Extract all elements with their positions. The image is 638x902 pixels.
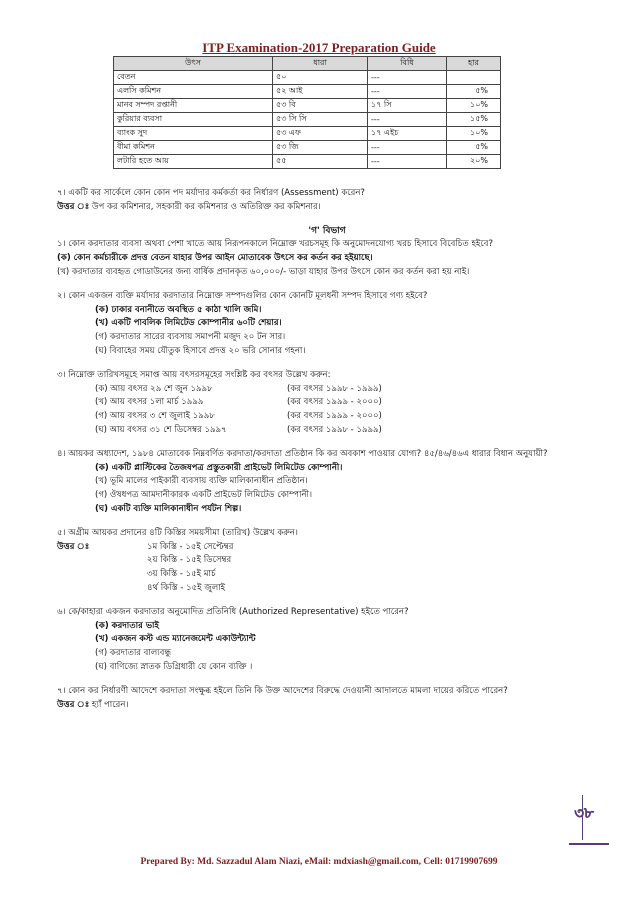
installment-1: ১ম কিস্তি - ১৫ই সেপ্টেম্বর — [147, 541, 234, 552]
question-6-option-a: (ক) করদাতার ভাই — [95, 620, 159, 631]
tax-year: (কর বৎসর ১৯৯৯ - ২০০০) — [287, 397, 382, 408]
question-4: ৪। আয়কর অধ্যাদেশ, ১৯৮৪ মোতাবেক নিম্নবর্ণিত করদাতা/করদাতা প্রতিষ্ঠান কি কর অবকাশ পাওয়ার যোগ্য? ৪৫/৪৬/৪৬এ ধারার বিধান অনুযায়ী? — [57, 448, 548, 459]
section-title: 'গ' বিভাগ — [308, 225, 346, 236]
table-header-cell: ধারা — [273, 57, 368, 71]
questions-content — [57, 187, 597, 712]
table-cell: ৫০ — [273, 71, 368, 85]
installment-2: ২য় কিস্তি - ১৫ই ডিসেম্বর — [147, 555, 232, 566]
table-cell: --- — [368, 85, 447, 99]
question-5: ৫। অগ্রীম আয়কর প্রদানের ৪টি কিস্তির সময়সীমা (তারিখ) উল্লেখ করুন। — [57, 527, 298, 538]
question-6-option-d: (ঘ) বাণিজ্যে স্নাতক ডিগ্রিধারী যে কোন ব্যক্তি । — [95, 661, 253, 672]
table-cell — [447, 71, 501, 85]
table-cell: ১৭ এইচ — [368, 127, 447, 141]
tax-rate-table — [113, 56, 501, 169]
question-1-option-b: (খ) করদাতার ব্যবহৃত গোডাউনের জন্য বার্ষিক প্রদানকৃত ৬০,০০০/- ভাড়া যাহার উপর উৎসে কোন কর কর্তন করা হয় নাই। — [57, 266, 470, 277]
tax-year: (কর বৎসর ১৯৯৮ - ১৯৯৯) — [287, 424, 382, 435]
table-header-cell: উৎস — [114, 57, 273, 71]
table-cell: ৫৫ — [273, 155, 368, 169]
table-cell: মানব সম্পদ রপ্তানী — [114, 99, 273, 113]
table-row — [114, 155, 501, 169]
table-cell: ৫৩ জি — [273, 141, 368, 155]
table-row — [114, 127, 501, 141]
answer-label: উত্তর ঃ — [57, 201, 90, 212]
table-cell: ২০% — [447, 155, 501, 169]
answer-7-appeal — [57, 699, 597, 713]
question-1-option-a: (ক) কোন কর্মচারীকে প্রদত্ত বেতন যাহার উপর আইন মোতাবেক উৎসে কর কর্তন কর হইয়াছে। — [57, 253, 373, 264]
table-cell: ৫৩ সি সি — [273, 113, 368, 127]
table-cell: --- — [368, 155, 447, 169]
table-row — [114, 85, 501, 99]
income-year: (গ) আয় বৎসর ৩ শে জুলাই ১৯৯৮ — [95, 411, 215, 422]
page-footer: Prepared By: Md. Sazzadul Alam Niazi, eMail: mdxiash@gmail.com, Cell: 01719907699 — [140, 857, 498, 867]
table-header-row — [114, 57, 501, 71]
table-cell: --- — [368, 71, 447, 85]
question-1: ১। কোন করদাতার ব্যবসা অথবা পেশা খাতে আয় নিরূপনকালে নিম্নোক্ত খরচসমূহ কি অনুমোদনযোগ্য খরচ হিসাবে বিবেচিত হইবে? — [57, 239, 494, 250]
income-year: (ক) আয় বৎসর ২৯ শে জুন ১৯৯৮ — [95, 383, 213, 394]
answer-label: উত্তর ঃ — [57, 699, 90, 710]
question-6-option-b: (খ) একজন কস্ট এন্ড ম্যানেজমেন্ট একাউন্ট্যান্ট — [95, 634, 256, 645]
table-cell: ৫২ আই — [273, 85, 368, 99]
page-number: ৩৮ — [574, 804, 594, 822]
question-6: ৬। কে/কাহারা একজন করদাতার অনুমোদিত প্রতিনিধি (Authorized Representative) হইতে পারেন? — [57, 606, 409, 617]
table-cell: --- — [368, 141, 447, 155]
table-row — [114, 99, 501, 113]
question-3: ৩। নিম্নোক্ত তারিখসমূহে সমাপ্ত আয় বৎসরসমূহের সংশ্লিষ্ট কর বৎসর উল্লেখ করুন: — [57, 369, 331, 380]
question-3-row — [57, 410, 597, 424]
question-6-option-c: (গ) করদাতার বাল্যবন্ধু — [95, 648, 172, 659]
table-cell: ১৫% — [447, 113, 501, 127]
income-year: (খ) আয় বৎসর ১লা মার্চ ১৯৯৯ — [95, 397, 204, 408]
question-3-row — [57, 424, 597, 438]
question-7-assessment: ৭। একটি কর সার্কেলে কোন কোন পদ মর্যাদার কর্মকর্তা কর নির্ধারণ (Assessment) করেন? — [57, 188, 365, 198]
tax-year: (কর বৎসর ১৯৯৮ - ১৯৯৯) — [287, 383, 382, 394]
table-row — [114, 141, 501, 155]
table-cell: ব্যাংক সুদ — [114, 127, 273, 141]
table-row — [114, 113, 501, 127]
table-cell: ১৭ সি — [368, 99, 447, 113]
table-header-cell: হার — [447, 57, 501, 71]
question-3-row — [57, 383, 597, 397]
income-year: (ঘ) আয় বৎসর ৩১ শে ডিসেম্বর ১৯৯৭ — [95, 424, 227, 435]
question-5-answer — [57, 541, 597, 555]
table-cell: লটারি হতে আয় — [114, 155, 273, 169]
question-7-appeal: ৭। কোন কর নির্ধারণী আদেশে করদাতা সংক্ষুব্ধ হইলে তিনি কি উক্ত আদেশের বিরুদ্ধে দেওয়ানী আদালতে মামলা দায়ের করিতে পারেন? — [57, 685, 508, 696]
answer-text: উপ কর কমিশনার, সহকারী কর কমিশনার ও অতিরিক্ত কর কমিশনার। — [89, 201, 321, 212]
table-cell: বেতন — [114, 71, 273, 85]
question-2-option-b: (খ) একটি পাবলিক লিমিটেড কোম্পানীর ৬০টি শেয়ার। — [95, 318, 282, 329]
installment-3: ৩য় কিস্তি - ১৫ই মার্চ — [147, 569, 216, 580]
question-4-option-c: (গ) ঔষধপত্র আমদানীকারক একটি প্রাইভেট লিমিটেড কোম্পানী। — [95, 490, 312, 501]
page-number-underline — [569, 843, 609, 845]
installment-4: ৪র্থ কিস্তি - ১৫ই জুলাই — [147, 582, 226, 593]
question-2-option-d: (ঘ) বিবাহের সময় যৌতুক হিসাবে প্রদত্ত ২০ ভরি সোনার গহনা। — [95, 345, 306, 356]
table-cell: কুরিয়ার ব্যবসা — [114, 113, 273, 127]
question-4-option-a: (ক) একটি প্লাস্টিকের তৈজষপত্র প্রস্তুতকারী প্রাইভেট লিমিটেড কোম্পানী। — [95, 462, 343, 473]
table-cell: ৫% — [447, 141, 501, 155]
table-cell: ১০% — [447, 127, 501, 141]
question-2-option-c: (গ) করদাতার সারের ব্যবসায় সমাপনী মজুদ ২০ টন সার। — [95, 332, 286, 343]
page-header: ITP Examination-2017 Preparation Guide — [202, 40, 436, 55]
table-cell: ৫% — [447, 85, 501, 99]
question-4-option-d: (ঘ) একটি ব্যক্তি মালিকানাধীন পর্যটন শিল্প। — [95, 503, 242, 514]
question-2: ২। কোন একজন ব্যক্তি মর্যাদার করদাতার নিম্নোক্ত সম্পদগুলির কোন কোনটি মূলধনী সম্পদ হিসাবে গণ্য হইবে? — [57, 290, 428, 301]
answer-text: হ্যাঁ পারেন। — [89, 699, 129, 710]
question-2-option-a: (ক) ঢাকার বনানীতে অবস্থিত ৫ কাঠা খালি জমি। — [95, 304, 262, 315]
table-cell: বীমা কমিশন — [114, 141, 273, 155]
table-cell: এলসি কমিশন — [114, 85, 273, 99]
tax-year: (কর বৎসর ১৯৯৯ - ২০০০) — [287, 411, 382, 422]
table-header-cell: বিধি — [368, 57, 447, 71]
table-row — [114, 71, 501, 85]
table-cell: ৫৩ বি — [273, 99, 368, 113]
table-cell: ১০% — [447, 99, 501, 113]
table-cell: --- — [368, 113, 447, 127]
answer-label: উত্তর ঃ — [57, 541, 90, 552]
question-4-option-b: (খ) ভূমি মালের পাইকারী ব্যবসায় ব্যক্তি মালিকানাধীন প্রতিষ্ঠান। — [95, 476, 308, 487]
table-cell: ৫৩ এফ — [273, 127, 368, 141]
answer-7-assessment — [57, 201, 597, 215]
question-3-row — [57, 396, 597, 410]
